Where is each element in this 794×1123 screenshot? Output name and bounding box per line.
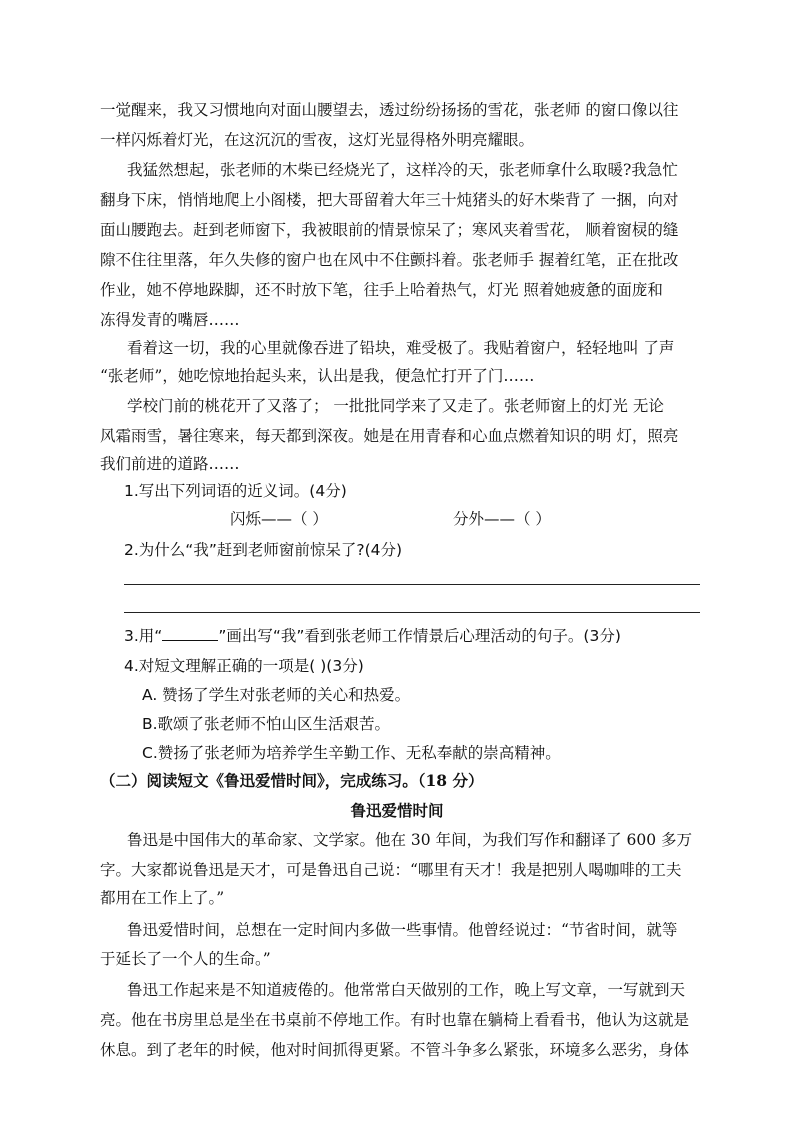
question-4-option-b: B.歌颂了张老师不怕山区生活艰苦。 <box>142 715 391 733</box>
passage2-line-6: 鲁迅工作起来是不知道疲倦的。他常常白天做别的工作，晚上写文章，一写就到天 <box>127 981 686 999</box>
question-1: 1.写出下列词语的近义词。(4分) <box>124 482 347 500</box>
question-4: 4.对短文理解正确的一项是( )(3分) <box>124 657 364 675</box>
answer-line-2[interactable] <box>124 612 700 613</box>
question-4-option-c: C.赞扬了张老师为培养学生辛勤工作、无私奉献的崇高精神。 <box>142 744 561 762</box>
passage1-line-3: 我猛然想起，张老师的木柴已经烧光了，这样冷的天，张老师拿什么取暖?我急忙 <box>127 161 678 179</box>
passage2-line-7: 亮。他在书房里总是坐在书桌前不停地工作。有时也靠在躺椅上看看书，他认为这就是 <box>100 1011 690 1029</box>
question-3-prefix: 3.用“ <box>124 627 163 645</box>
passage1-line-11: 学校门前的桃花开了又落了； 一批批同学来了又走了。张老师窗上的灯光 无论 <box>127 397 664 415</box>
underline-sample <box>162 626 218 641</box>
answer-line-1[interactable] <box>124 584 700 585</box>
passage1-line-5: 面山腰跑去。赶到老师窗下，我被眼前的情景惊呆了；寒风夹着雪花， 顺着窗棂的缝 <box>100 221 679 239</box>
passage2-line-1: 鲁迅是中国伟大的革命家、文学家。他在 30 年间，为我们写作和翻译了 600 多万 <box>127 831 693 849</box>
question-1-word-b: 分外——（ ） <box>453 510 551 528</box>
passage1-line-7: 作业，她不停地跺脚，还不时放下笔，往手上哈着热气，灯光 照着她疲惫的面庞和 <box>100 281 663 299</box>
passage1-line-1: 一觉醒来，我又习惯地向对面山腰望去，透过纷纷扬扬的雪花，张老师 的窗口像以往 <box>100 101 679 119</box>
passage2-line-2: 字。大家都说鲁迅是天才，可是鲁迅自己说：“哪里有天才！我是把别人喝咖啡的工夫 <box>100 861 682 879</box>
passage1-line-9: 看着这一切，我的心里就像吞进了铅块，难受极了。我贴着窗户，轻轻地叫 了声 <box>127 339 675 357</box>
passage1-line-6: 隙不住往里落，年久失修的窗户也在风中不住颤抖着。张老师手 握着红笔，正在批改 <box>100 251 679 269</box>
passage1-line-2: 一样闪烁着灯光，在这沉沉的雪夜，这灯光显得格外明亮耀眼。 <box>100 131 535 149</box>
question-4-option-a: A. 赞扬了学生对张老师的关心和热爱。 <box>142 686 411 704</box>
passage2-line-5: 于延长了一个人的生命。” <box>100 950 271 968</box>
passage2-line-8: 休息。到了老年的时候，他对时间抓得更紧。不管斗争多么紧张，环境多么恶劣，身体 <box>100 1041 690 1059</box>
passage2-line-4: 鲁迅爱惜时间，总想在一定时间内多做一些事情。他曾经说过：“节省时间，就等 <box>127 921 678 939</box>
section-2-title: 鲁迅爱惜时间 <box>350 801 444 820</box>
passage1-line-8: 冻得发青的嘴唇…… <box>100 311 240 329</box>
section-2-heading: （二）阅读短文《鲁迅爱惜时间》，完成练习。（18 分） <box>100 771 484 790</box>
passage1-line-13: 我们前进的道路…… <box>100 455 240 473</box>
question-2: 2.为什么“我”赶到老师窗前惊呆了?(4分) <box>124 541 403 559</box>
passage1-line-12: 风霜雨雪，暑往寒来，每天都到深夜。她是在用青春和心血点燃着知识的明 灯，照亮 <box>100 427 679 445</box>
question-3-suffix: ”画出写“我”看到张老师工作情景后心理活动的句子。(3分) <box>218 627 621 645</box>
passage1-line-10: “张老师”，她吃惊地抬起头来，认出是我，便急忙打开了门…… <box>100 367 535 385</box>
question-3 <box>124 625 621 647</box>
passage2-line-3: 都用在工作上了。” <box>100 889 225 907</box>
question-1-word-a: 闪烁——（ ） <box>230 510 328 528</box>
passage1-line-4: 翻身下床，悄悄地爬上小阁楼，把大哥留着大年三十炖猪头的好木柴背了 一捆，向对 <box>100 191 679 209</box>
